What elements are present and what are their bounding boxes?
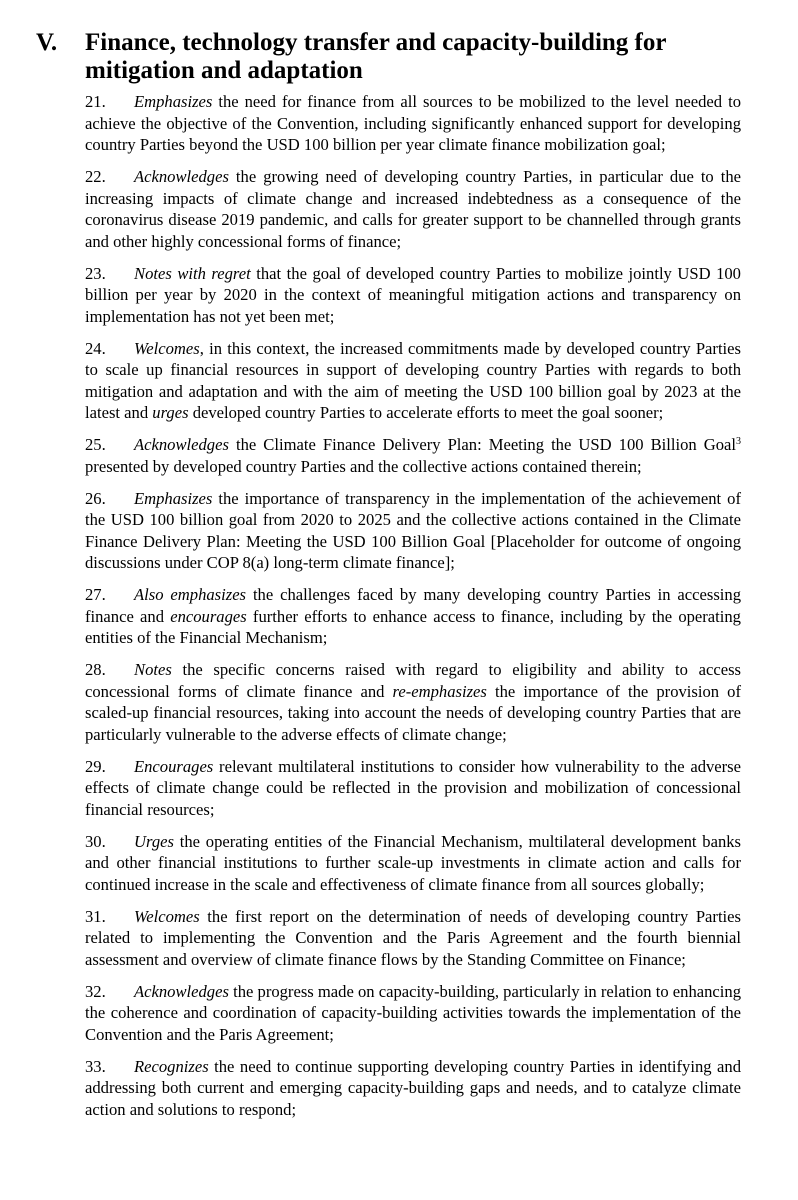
- paragraph-27: [85, 584, 741, 649]
- paragraph-text: the first report on the determination of needs of developing country Parties related to implementing the Convention and the Paris Agreement and the fourth biennial assessment and overview of climate finance flows by the Standing Committee on Finance;: [85, 906, 741, 969]
- footnote-reference[interactable]: 3: [736, 436, 741, 447]
- paragraph-text: , in this context, the increased commitments made by developed country Parties to scale up financial resources in support of developing country Parties with regards to both mitigation and adaptation and with the aim of meeting the USD 100 billion goal by 2023 at the latest and: [85, 338, 741, 422]
- operative-verb: Welcomes: [134, 338, 200, 358]
- paragraph-32: [85, 981, 741, 1046]
- paragraph-number: 26.: [85, 488, 106, 508]
- paragraph-number: 27.: [85, 585, 106, 604]
- operative-verb: Emphasizes: [134, 92, 213, 111]
- paragraph-number: 30.: [85, 831, 106, 851]
- operative-verb: Acknowledges: [134, 435, 229, 454]
- paragraph-33: [85, 1056, 741, 1121]
- paragraph-list: [85, 91, 741, 1131]
- operative-verb: Urges: [134, 831, 174, 851]
- operative-verb: Notes with regret: [134, 263, 251, 283]
- paragraph-number: 33.: [85, 1056, 106, 1076]
- operative-verb-secondary: re-emphasizes: [392, 681, 487, 701]
- paragraph-number: 25.: [85, 435, 106, 454]
- operative-verb-secondary: urges: [152, 403, 189, 422]
- paragraph-21: [85, 91, 741, 156]
- section-number: V.: [36, 28, 58, 56]
- paragraph-28: [85, 659, 741, 745]
- paragraph-text: the specific concerns raised with regard to eligibility and ability to access concessional forms of climate finance and: [85, 660, 741, 701]
- paragraph-text-continued: presented by developed country Parties and the collective actions contained therein;: [85, 456, 642, 476]
- paragraph-30: [85, 831, 741, 896]
- paragraph-number: 24.: [85, 338, 106, 358]
- section-title: Finance, technology transfer and capacity-building for mitigation and adaptation: [85, 28, 667, 84]
- paragraph-text: that the goal of developed country Parties to mobilize jointly USD 100 billion per year by 2020 in the context of meaningful mitigation actions and transparency on implementation has not yet been met;: [85, 263, 741, 326]
- paragraph-number: 22.: [85, 167, 106, 186]
- paragraph-number: 29.: [85, 756, 106, 776]
- operative-verb: Welcomes: [134, 906, 200, 926]
- paragraph-29: [85, 756, 741, 821]
- paragraph-31: [85, 906, 741, 971]
- paragraph-number: 32.: [85, 981, 106, 1001]
- paragraph-number: 31.: [85, 906, 106, 926]
- paragraph-text: the need for finance from all sources to be mobilized to the level needed to achieve the objective of the Convention, including significantly enhanced support for developing country Parties beyond the USD 100 billion per year climate finance mobilization goal;: [85, 92, 741, 154]
- paragraph-text-continued: developed country Parties to accelerate efforts to meet the goal sooner;: [188, 403, 664, 422]
- paragraph-text: the Climate Finance Delivery Plan: Meeting the USD 100 Billion Goal: [228, 435, 736, 454]
- paragraph-text: the need to continue supporting developing country Parties in identifying and addressing both current and emerging capacity-building gaps and needs, and to catalyze climate action and solutions to respond;: [85, 1056, 741, 1119]
- operative-verb: Acknowledges: [134, 167, 229, 186]
- operative-verb-secondary: encourages: [170, 606, 247, 626]
- paragraph-text: the growing need of developing country Parties, in particular due to the increasing impacts of climate change and increased indebtedness as a consequence of the coronavirus disease 2019 pandemic, and calls for greater support to be channelled through grants and other highly concessional forms of finance;: [85, 167, 741, 251]
- paragraph-24: [85, 338, 741, 424]
- section-heading: [36, 29, 776, 85]
- paragraph-text: the challenges faced by many developing country Parties in accessing finance and: [85, 585, 741, 626]
- paragraph-text-continued: further efforts to enhance access to finance, including by the operating entities of the Financial Mechanism;: [85, 606, 741, 647]
- operative-verb: Encourages: [134, 756, 214, 776]
- paragraph-text: the progress made on capacity-building, particularly in relation to enhancing the coherence and coordination of capacity-building activities towards the implementation of the Convention and the Paris Agreement;: [85, 981, 741, 1044]
- operative-verb: Notes: [134, 660, 172, 679]
- paragraph-number: 23.: [85, 263, 106, 283]
- paragraph-text: the operating entities of the Financial Mechanism, multilateral development banks and other financial institutions to further scale-up investments in climate action and calls for continued increase in the scale and effectiveness of climate finance from all sources globally;: [85, 831, 741, 894]
- paragraph-25: [85, 434, 741, 477]
- operative-verb: Acknowledges: [134, 981, 229, 1001]
- operative-verb: Recognizes: [134, 1056, 209, 1076]
- paragraph-22: [85, 166, 741, 252]
- paragraph-23: [85, 263, 741, 328]
- paragraph-number: 28.: [85, 660, 106, 679]
- paragraph-text-continued: the importance of the provision of scaled-up financial resources, taking into account the needs of developing country Parties that are particularly vulnerable to the adverse effects of climate change;: [85, 681, 741, 744]
- paragraph-text: the importance of transparency in the implementation of the achievement of the USD 100 billion goal from 2020 to 2025 and the collective actions contained in the Climate Finance Delivery Plan: Meeting the USD 100 Billion Goal [Placeholder for outcome of ongoing discussions under COP 8(a) long-term climate finance];: [85, 488, 741, 572]
- operative-verb: Emphasizes: [134, 488, 213, 508]
- paragraph-26: [85, 488, 741, 574]
- paragraph-text: relevant multilateral institutions to consider how vulnerability to the adverse effects of climate change could be reflected in the provision and mobilization of concessional financial resources;: [85, 756, 741, 819]
- paragraph-number: 21.: [85, 92, 106, 111]
- operative-verb: Also emphasizes: [134, 585, 247, 604]
